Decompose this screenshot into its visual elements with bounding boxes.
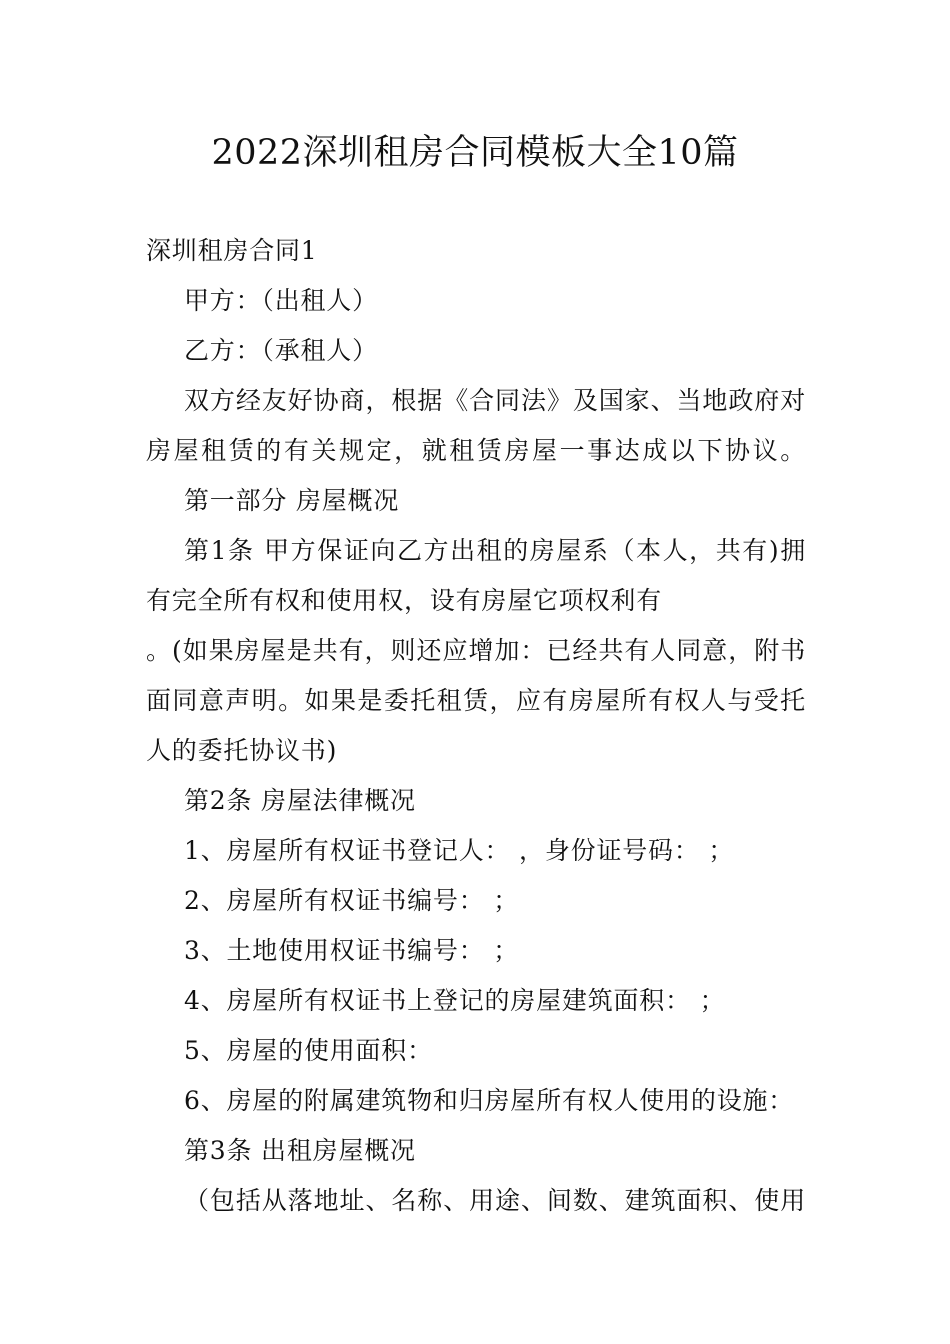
list-item: 2、房屋所有权证书编号： ； bbox=[184, 886, 520, 915]
section-heading: 第一部分 房屋概况 bbox=[184, 486, 400, 515]
list-item: 3、土地使用权证书编号： ； bbox=[184, 936, 520, 965]
article-line: 第1条 甲方保证向乙方出租的房屋系（本人，共有)拥 bbox=[184, 536, 806, 565]
document-title: 2022深圳租房合同模板大全10篇 bbox=[211, 133, 739, 173]
party-a-line: 甲方：（出租人） bbox=[184, 286, 378, 315]
article-heading: 第2条 房屋法律概况 bbox=[184, 786, 416, 815]
paragraph-line: （包括从落地址、名称、用途、间数、建筑面积、使用 bbox=[184, 1186, 806, 1215]
article-heading: 第3条 出租房屋概况 bbox=[184, 1136, 416, 1165]
contract-heading: 深圳租房合同1 bbox=[146, 236, 318, 265]
list-item: 5、房屋的使用面积： bbox=[184, 1036, 433, 1065]
party-b-line: 乙方：（承租人） bbox=[184, 336, 378, 365]
paragraph-line: 双方经友好协商，根据《合同法》及国家、当地政府对 bbox=[184, 386, 806, 415]
article-line: 人的委托协议书) bbox=[146, 736, 338, 765]
article-line: 。(如果房屋是共有，则还应增加：已经共有人同意，附书 bbox=[146, 636, 806, 665]
list-item: 4、房屋所有权证书上登记的房屋建筑面积： ； bbox=[184, 986, 726, 1015]
article-line: 面同意声明。如果是委托租赁，应有房屋所有权人与受托 bbox=[146, 686, 806, 715]
list-item: 1、房屋所有权证书登记人： ，身份证号码： ； bbox=[184, 836, 735, 865]
paragraph-line: 房屋租赁的有关规定，就租赁房屋一事达成以下协议。 bbox=[146, 436, 806, 465]
article-line: 有完全所有权和使用权，设有房屋它项权利有 bbox=[146, 586, 663, 615]
list-item: 6、房屋的附属建筑物和归房屋所有权人使用的设施： bbox=[184, 1086, 795, 1115]
